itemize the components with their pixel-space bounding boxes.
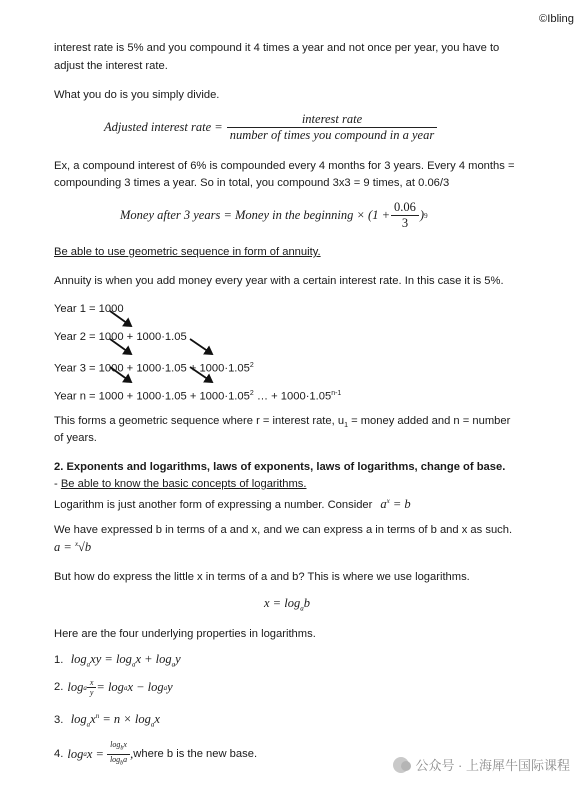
root-index: x (74, 540, 79, 548)
property-4-fraction (107, 740, 130, 768)
section-2-heading: 2. Exponents and logarithms, laws of exponents, laws of logarithms, change of base. (54, 461, 506, 473)
copyright-label: ©Ibling (539, 13, 574, 25)
property-1 (54, 652, 181, 669)
properties-intro: Here are the four underlying properties in logarithms. (54, 628, 316, 640)
x-eq-sub: a (300, 604, 304, 613)
property-3-sup: n (95, 712, 100, 720)
year-3-text: Year 3 = 1000 + 1000·1.05 + 1000·1.05 (54, 362, 250, 375)
geometric-line-2: of years. (54, 432, 97, 444)
property-4-frac-num-sub: b (120, 745, 124, 752)
arrow-year-2 (110, 311, 131, 326)
money-formula-exponent: 9 (424, 211, 428, 220)
property-4-frac-den: log (109, 754, 121, 764)
property-4-tail: where b is the new base. (133, 747, 258, 760)
adjusted-rate-numerator: interest rate (301, 112, 363, 126)
money-formula-denominator: 3 (391, 215, 419, 231)
money-formula-numerator: 0.06 (394, 200, 416, 214)
watermark-text: 公众号 · 上海犀牛国际课程 (415, 758, 570, 773)
property-4-frac-den-a: a (123, 754, 128, 764)
year-3-exponent: 2 (249, 362, 254, 369)
property-2-sub2: a (123, 683, 128, 692)
annuity-intro: Annuity is when you add money every year with a certain interest rate. In this case it is 5%. (54, 275, 504, 287)
intro-line-1: interest rate is 5% and you compound it 4 times a year and not once per year, you have to (54, 42, 500, 54)
annuity-heading: Be able to use geometric sequence in form of annuity. (54, 246, 321, 258)
watermark (393, 755, 570, 774)
geometric-line-1 (54, 413, 510, 434)
property-2-frac-num: x (89, 678, 94, 687)
property-3-sub: a (86, 720, 91, 729)
property-3-log: log (70, 712, 87, 727)
root-radical: √b (78, 540, 92, 555)
property-3-rest2: = n × log (99, 712, 151, 727)
log-eq-exp: x (386, 497, 390, 505)
year-n-tail: … + 1000·1.05 (253, 390, 332, 403)
property-2-sub3: a (163, 683, 168, 692)
x-eq-b: b (303, 596, 310, 610)
property-3-sub2: a (150, 720, 155, 729)
divide-line: What you do is you simply divide. (54, 89, 220, 101)
property-1-number: 1. (54, 654, 64, 666)
property-3 (54, 712, 160, 729)
log-intro-text: Logarithm is just another form of expressing a number. Consider (54, 499, 373, 512)
arrow-year-n-b (190, 367, 212, 382)
property-2-frac-den: y (87, 687, 97, 697)
how-line: But how do express the little x in terms of a and b? This is where we use logarithms. (54, 571, 470, 583)
property-2-sub: a (83, 683, 87, 692)
subheading-dash: - (54, 478, 61, 490)
property-2-number: 2. (54, 681, 64, 693)
property-1-rest: xy = log (90, 652, 132, 666)
year-1-line: Year 1 = 1000 (54, 303, 124, 315)
property-4-log: log (67, 746, 84, 761)
arrow-year-n-a (110, 367, 131, 382)
property-1-rest3: y (175, 652, 181, 666)
property-1-sub: a (86, 660, 91, 669)
log-eq-a: a (380, 497, 387, 512)
property-2-log: log (67, 680, 84, 694)
geometric-u-subscript: 1 (344, 422, 348, 430)
x-equals-log-equation (264, 596, 310, 613)
property-4-frac-num-x: x (123, 740, 127, 749)
expressed-line: We have expressed b in terms of a and x, and we can express a in terms of b and x as such. (54, 524, 513, 536)
example-line-2: compounding 3 times a year. So in total, you compound 3x3 = 9 times, at 0.06/3 (54, 177, 450, 189)
year-n-text: Year n = 1000 + 1000·1.05 + 1000·1.05 (54, 390, 250, 403)
property-4 (54, 740, 257, 768)
example-line-1: Ex, a compound interest of 6% is compounded every 4 months for 3 years. Every 4 months = (54, 160, 515, 172)
section-2-subheading (54, 476, 306, 493)
year-2-line: Year 2 = 1000 + 1000·1.05 (54, 331, 187, 343)
property-2-rest2: x − log (127, 680, 164, 694)
property-4-sub: a (83, 750, 87, 759)
geometric-line-1-a: This forms a geometric sequence where r = interest rate, u (54, 415, 345, 427)
year-n-tail-exponent: n-1 (331, 390, 342, 397)
geometric-line-1-b: = money added and n = number (347, 415, 511, 427)
adjusted-rate-denominator: number of times you compound in a year (227, 127, 437, 143)
x-eq-text: x = log (264, 596, 301, 610)
root-eq-lhs: a = (54, 540, 75, 555)
property-2-fraction (87, 678, 97, 697)
property-2-rest: = log (96, 680, 124, 694)
log-eq-rhs: = b (389, 497, 411, 512)
wechat-icon (393, 757, 409, 773)
property-4-comma: , (130, 746, 134, 761)
property-2-rest3: y (167, 680, 173, 694)
arrow-year-3-a (110, 339, 131, 354)
property-4-rest: x = (86, 746, 104, 761)
property-4-frac-den-sub: b (120, 760, 124, 767)
money-formula-close: ) (419, 208, 425, 222)
money-formula-lhs: Money after 3 years = Money in the beginning × (1 + (120, 208, 391, 222)
property-4-number: 4. (54, 747, 64, 760)
adjusted-rate-lhs: Adjusted interest rate = (104, 120, 223, 134)
property-1-sub3: a (171, 660, 176, 669)
property-1-sub2: a (131, 660, 136, 669)
year-n-exponent: 2 (249, 390, 254, 397)
property-1-log: log (70, 652, 87, 666)
intro-line-2: adjust the interest rate. (54, 60, 168, 72)
property-4-frac-num: log (110, 740, 121, 749)
property-1-rest2: x + log (135, 652, 172, 666)
arrow-year-3-b (190, 339, 212, 354)
property-3-rest: x (90, 712, 96, 727)
log-intro-line (54, 493, 411, 514)
root-equation (54, 540, 91, 555)
property-3-rest3: x (154, 712, 160, 727)
property-2 (54, 678, 173, 697)
subheading-text: Be able to know the basic concepts of logarithms. (60, 478, 307, 490)
property-3-number: 3. (54, 714, 64, 727)
log-intro-equation (380, 497, 410, 511)
